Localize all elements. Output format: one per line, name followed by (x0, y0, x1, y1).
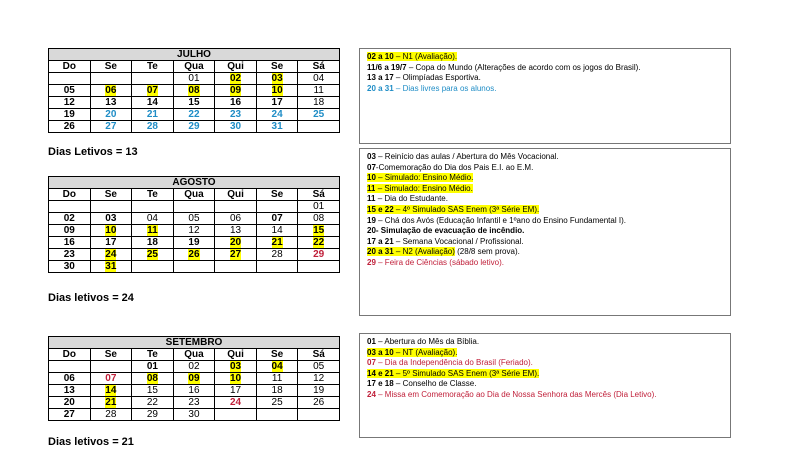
event-text: 11 (367, 194, 376, 204)
day-cell: 24 (256, 109, 298, 121)
weekday-header: Do (49, 61, 91, 73)
event-line (367, 348, 723, 359)
day-cell: 24 (215, 397, 257, 409)
week-row (49, 213, 340, 225)
day-cell: 28 (90, 409, 132, 421)
event-text: – Simulado: Ensino Médio. (375, 183, 473, 193)
weekday-header: Se (90, 189, 132, 201)
day-cell: 16 (215, 97, 257, 109)
day-cell (90, 225, 132, 237)
day-cell (90, 261, 132, 273)
event-text: – Abertura do Mês da Bíblia. (375, 337, 480, 346)
day-cell: 29 (173, 121, 215, 133)
month-row (49, 337, 340, 349)
events-setembro (359, 333, 731, 438)
day-cell (132, 249, 174, 261)
weekday-header: Sá (298, 349, 340, 361)
day-cell: 07 (256, 213, 298, 225)
day-cell: 20 (49, 397, 91, 409)
day-cell (49, 361, 91, 373)
event-text: 02 a 10 (367, 52, 394, 61)
day-cell: 04 (132, 213, 174, 225)
day-number: 02 (229, 72, 242, 84)
week-row (49, 409, 340, 421)
event-text: 11/6 a 19/7 (367, 62, 407, 72)
week-row (49, 397, 340, 409)
weekday-header: Se (90, 349, 132, 361)
event-text: 03 a 10 (367, 347, 394, 357)
event-text: 14 e 21 (367, 368, 394, 378)
day-cell (132, 85, 174, 97)
day-cell (173, 261, 215, 273)
events-agosto (359, 148, 731, 316)
day-cell: 02 (49, 213, 91, 225)
weekday-header: Te (132, 61, 174, 73)
day-cell: 28 (132, 121, 174, 133)
week-row (49, 73, 340, 85)
day-cell (173, 201, 215, 213)
day-number: 08 (146, 372, 158, 384)
weekday-header: Qua (173, 349, 215, 361)
week-row (49, 385, 340, 397)
day-cell: 02 (173, 361, 215, 373)
week-row (49, 85, 340, 97)
event-line (367, 337, 723, 348)
event-text: – Semana Vocacional / Profissional. (393, 236, 524, 246)
week-row (49, 237, 340, 249)
day-cell (90, 73, 132, 85)
day-cell: 15 (132, 385, 174, 397)
day-cell: 26 (298, 397, 340, 409)
week-row (49, 361, 340, 373)
event-text: 20 a 31 (367, 83, 394, 93)
event-text: 03 (367, 152, 376, 161)
week-row (49, 121, 340, 133)
day-number: 03 (271, 72, 283, 84)
week-row (49, 97, 340, 109)
day-cell (215, 409, 257, 421)
day-cell: 06 (215, 213, 257, 225)
event-text: 15 e 22 (367, 204, 394, 214)
day-cell: 04 (298, 73, 340, 85)
weekday-header: Te (132, 349, 174, 361)
day-cell (132, 261, 174, 273)
event-line (367, 237, 723, 248)
day-cell: 17 (256, 97, 298, 109)
day-number: 31 (105, 260, 117, 272)
day-cell (298, 409, 340, 421)
day-cell (215, 73, 257, 85)
day-cell (90, 85, 132, 97)
weekday-header: Qui (215, 61, 257, 73)
weekday-header-row (49, 61, 340, 73)
day-cell: 19 (49, 109, 91, 121)
day-cell: 07 (90, 373, 132, 385)
day-cell (256, 73, 298, 85)
event-text: 17 a 21 (367, 236, 394, 246)
day-cell: 01 (132, 361, 174, 373)
week-row (49, 261, 340, 273)
day-cell: 16 (49, 237, 91, 249)
weekday-header: Se (256, 349, 298, 361)
day-cell: 27 (49, 409, 91, 421)
day-number: 10 (229, 372, 242, 384)
day-cell (90, 361, 132, 373)
day-cell: 17 (215, 385, 257, 397)
event-text: 07 (367, 358, 376, 368)
day-cell (173, 249, 215, 261)
week-row (49, 201, 340, 213)
event-line (367, 247, 723, 258)
month-title: AGOSTO (49, 177, 340, 189)
day-cell (215, 249, 257, 261)
day-cell: 13 (90, 97, 132, 109)
day-cell (90, 201, 132, 213)
day-cell (256, 85, 298, 97)
event-text: – Dia do Estudante. (375, 194, 448, 204)
event-text: – 4º Simulado SAS Enem (3ª Série EM). (393, 204, 540, 214)
event-text: – 5º Simulado SAS Enem (3ª Série EM). (393, 368, 540, 378)
day-cell: 30 (49, 261, 91, 273)
week-row (49, 109, 340, 121)
day-number: 20 (229, 236, 242, 248)
day-cell: 22 (132, 397, 174, 409)
weekday-header-row (49, 189, 340, 201)
day-cell: 05 (298, 361, 340, 373)
day-cell: 08 (298, 213, 340, 225)
event-text: -Comemoração do Dia dos Pais E.I. ao E.M. (375, 162, 534, 172)
weekday-header: Qua (173, 61, 215, 73)
event-text: 29 (367, 257, 376, 267)
day-cell (256, 409, 298, 421)
event-text: – Chá dos Avós (Educação Infantil e 1ºano do Ensino Fundamental I). (375, 215, 626, 225)
day-cell: 29 (298, 249, 340, 261)
event-text: 20- Simulação de evacuação de incêndio. (367, 226, 525, 236)
day-cell: 27 (90, 121, 132, 133)
event-text: 11 (367, 183, 376, 193)
day-cell: 30 (173, 409, 215, 421)
day-cell: 30 (215, 121, 257, 133)
day-number: 27 (229, 248, 242, 260)
events-julho (359, 48, 731, 144)
day-number: 11 (147, 224, 158, 236)
weekday-header: Qui (215, 189, 257, 201)
day-cell: 22 (173, 109, 215, 121)
event-line (367, 390, 723, 401)
day-cell: 19 (173, 237, 215, 249)
event-text: – Missa em Comemoração ao Dia de Nossa Senhora das Mercês (Dia Letivo). (375, 389, 657, 399)
day-number: 21 (271, 236, 283, 248)
day-cell: 14 (256, 225, 298, 237)
day-cell: 01 (298, 201, 340, 213)
day-cell (256, 237, 298, 249)
dias-letivos-julho: Dias Letivos = 13 (48, 146, 138, 158)
day-cell: 06 (49, 373, 91, 385)
day-number: 14 (105, 384, 117, 396)
day-number: 08 (188, 84, 200, 96)
day-cell: 23 (49, 249, 91, 261)
weekday-header: Sá (298, 189, 340, 201)
day-cell: 21 (132, 109, 174, 121)
event-line (367, 52, 723, 63)
weekday-header: Do (49, 189, 91, 201)
day-number: 10 (105, 224, 117, 236)
calendar-julho (48, 48, 340, 133)
day-cell (215, 85, 257, 97)
day-cell: 12 (173, 225, 215, 237)
event-line (367, 163, 723, 174)
day-cell: 01 (173, 73, 215, 85)
day-cell (173, 373, 215, 385)
day-cell: 05 (49, 85, 91, 97)
day-cell: 31 (256, 121, 298, 133)
event-line (367, 226, 723, 237)
day-cell: 17 (90, 237, 132, 249)
day-number: 04 (271, 360, 283, 372)
event-text: 13 a 17 (367, 73, 394, 83)
event-line (367, 194, 723, 205)
day-number: 09 (188, 372, 200, 384)
event-line (367, 258, 723, 269)
day-cell: 12 (49, 97, 91, 109)
day-cell (215, 361, 257, 373)
day-number: 06 (105, 84, 117, 96)
day-number: 24 (105, 248, 117, 260)
day-cell: 05 (173, 213, 215, 225)
day-number: 09 (229, 84, 242, 96)
day-cell (298, 225, 340, 237)
day-cell: 11 (298, 85, 340, 97)
day-cell: 15 (173, 97, 215, 109)
event-text: – NT (Avaliação). (393, 347, 458, 357)
weekday-header: Qua (173, 189, 215, 201)
day-cell (90, 249, 132, 261)
day-cell: 13 (49, 385, 91, 397)
day-cell: 13 (215, 225, 257, 237)
day-cell (256, 201, 298, 213)
weekday-header: Do (49, 349, 91, 361)
month-title: SETEMBRO (49, 337, 340, 349)
weekday-header: Te (132, 189, 174, 201)
day-cell (132, 201, 174, 213)
day-number: 26 (188, 248, 200, 260)
event-line (367, 205, 723, 216)
day-cell (132, 73, 174, 85)
day-cell: 25 (298, 109, 340, 121)
day-number: 10 (271, 84, 283, 96)
day-cell: 09 (49, 225, 91, 237)
event-line (367, 358, 723, 369)
day-cell (90, 397, 132, 409)
weekday-header: Se (256, 189, 298, 201)
week-row (49, 373, 340, 385)
day-cell: 26 (49, 121, 91, 133)
day-cell (132, 373, 174, 385)
day-cell: 25 (256, 397, 298, 409)
day-cell: 16 (173, 385, 215, 397)
day-cell: 23 (215, 109, 257, 121)
weekday-header-row (49, 349, 340, 361)
event-text: – Simulado: Ensino Médio. (375, 173, 474, 183)
day-cell (298, 237, 340, 249)
event-text: 01 (367, 337, 376, 346)
day-cell (215, 237, 257, 249)
event-text: – N2 (Avaliação) (393, 247, 455, 257)
event-text: – Conselho de Classe. (393, 379, 477, 389)
day-number: 15 (313, 224, 325, 236)
event-text: (28/8 sem prova). (454, 247, 520, 257)
event-text: 19 (367, 215, 376, 225)
day-cell: 18 (298, 97, 340, 109)
event-text: 17 e 18 (367, 379, 394, 389)
day-cell (256, 261, 298, 273)
event-line (367, 216, 723, 227)
event-text: – N1 (Avaliação). (393, 52, 458, 61)
event-text: – Copa do Mundo (Alterações de acordo com os jogos do Brasil). (406, 62, 641, 72)
day-cell (298, 261, 340, 273)
event-text: – Olimpíadas Esportiva. (393, 73, 481, 83)
month-title: JULHO (49, 49, 340, 61)
weekday-header: Qui (215, 349, 257, 361)
weekday-header: Se (90, 61, 132, 73)
day-cell (256, 361, 298, 373)
week-row (49, 225, 340, 237)
day-cell (215, 261, 257, 273)
week-row (49, 249, 340, 261)
event-text: – Dia da Independência do Brasil (Feriado). (375, 358, 533, 368)
day-cell: 29 (132, 409, 174, 421)
day-cell (173, 85, 215, 97)
day-cell: 18 (132, 237, 174, 249)
event-line (367, 173, 723, 184)
dias-letivos-setembro: Dias letivos = 21 (48, 436, 134, 448)
day-cell (49, 73, 91, 85)
weekday-header: Sá (298, 61, 340, 73)
day-cell: 12 (298, 373, 340, 385)
day-cell: 14 (132, 97, 174, 109)
event-text: 10 (367, 173, 376, 183)
day-cell (49, 201, 91, 213)
month-row (49, 49, 340, 61)
day-number: 07 (146, 84, 158, 96)
event-line (367, 152, 723, 163)
day-number: 22 (313, 236, 325, 248)
day-cell (298, 121, 340, 133)
event-line (367, 369, 723, 380)
calendar-agosto (48, 176, 340, 273)
event-text: – Feira de Ciências (sábado letivo). (375, 257, 504, 267)
day-cell: 23 (173, 397, 215, 409)
event-text: 07 (367, 162, 376, 172)
calendar-setembro (48, 336, 340, 421)
day-number: 03 (229, 360, 242, 372)
event-text: – Reinício das aulas / Abertura do Mês Vocacional. (375, 152, 559, 161)
day-cell (90, 385, 132, 397)
day-cell: 18 (256, 385, 298, 397)
event-line (367, 73, 723, 84)
day-cell: 11 (256, 373, 298, 385)
event-line (367, 84, 723, 95)
day-cell (215, 373, 257, 385)
event-text: 24 (367, 389, 376, 399)
month-row (49, 177, 340, 189)
event-text: 20 a 31 (367, 247, 394, 257)
event-line (367, 184, 723, 195)
day-cell: 19 (298, 385, 340, 397)
day-cell (132, 225, 174, 237)
day-number: 25 (146, 248, 158, 260)
weekday-header: Se (256, 61, 298, 73)
day-cell (215, 201, 257, 213)
day-cell: 28 (256, 249, 298, 261)
day-cell: 03 (90, 213, 132, 225)
event-text: – Dias livres para os alunos. (393, 83, 497, 93)
event-line (367, 63, 723, 74)
dias-letivos-agosto: Dias letivos = 24 (48, 292, 134, 304)
day-cell: 20 (90, 109, 132, 121)
event-line (367, 379, 723, 390)
day-number: 21 (105, 396, 117, 408)
